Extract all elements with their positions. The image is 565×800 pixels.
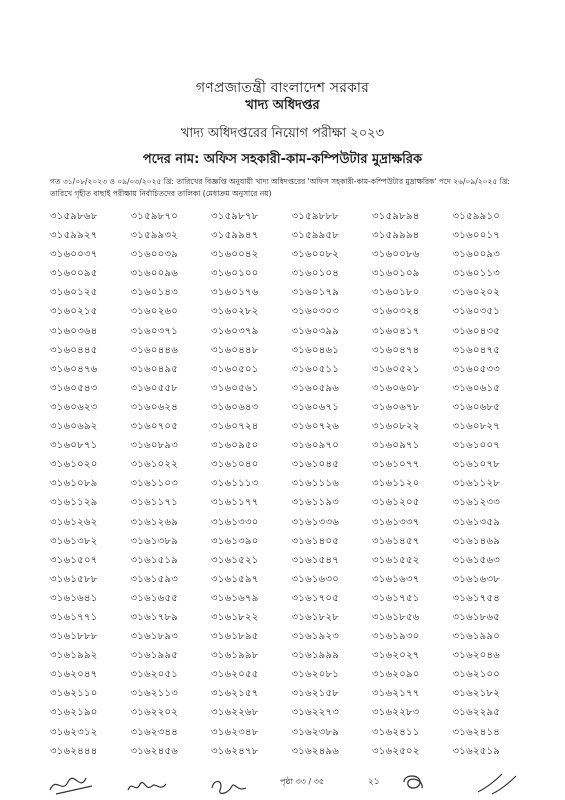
roll-number-cell: ৩১৬০০৩৯ [130,249,179,261]
roll-number-cell: ৩১৬১৬৭৯ [211,592,259,604]
roll-number-cell: ৩১৬০৭২৪ [211,421,259,433]
roll-number-cell: ৩১৬০৮২৭ [452,421,501,433]
roll-number-cell: ৩১৬০৩০৩ [291,306,340,318]
roll-number-cell: ৩১৬১৩৩৬ [291,516,340,528]
roll-number-cell: ৩১৬১১০৩ [130,478,179,490]
roll-number-cell: ৩১৬০৭২৬ [291,421,340,433]
roll-number-cell: ৩১৬০৬২৩ [50,401,98,413]
roll-number-cell: ৩১৬১০৭৮ [452,459,501,471]
roll-number-cell: ৩১৬১১২৮ [452,478,501,490]
roll-number-cell: ৩১৬১৫৪৭ [291,554,340,566]
roll-number-cell: ৩১৬২৪১১ [372,726,420,738]
post-title: পদের নাম: অফিস সহকারী-কাম-কম্পিউটার মুদ্রাক্ষরিক [142,152,423,167]
roll-number-cell: ৩১৬১৩৫৯ [452,516,501,528]
roll-number-cell: ৩১৬১৮৯৩ [130,631,179,643]
roll-number-cell: ৩১৬১০৪০ [211,459,259,471]
roll-number-cell: ৩১৫৯৮৮৮ [291,211,340,222]
roll-number-cell: ৩১৬২০৯০ [372,669,420,681]
signature-3 [206,774,252,798]
roll-number-cell: ৩১৬১৮২২ [211,611,259,623]
roll-number-cell: ৩১৬২১৫৮ [291,688,340,700]
signature-1 [46,772,98,798]
roll-number-cell: ৩১৬০৮৭১ [50,440,98,452]
roll-number-cell: ৩১৫৯৯১০ [452,211,501,222]
roll-number-cell: ৩১৬১১৭১ [130,497,179,509]
roll-number-cell: ৩১৬১০০৭ [452,440,501,452]
roll-number-cell: ৩১৬১১২৯ [50,497,98,509]
roll-number-cell: ৩১৬১৪০৫ [291,535,340,547]
roll-number-cell: ৩১৬০০৮২ [291,249,340,261]
exam-title: খাদ্য অধিদপ্তরের নিয়োগ পরীক্ষা ২০২৩ [180,126,385,141]
roll-number-cell: ৩১৬০১০৪ [291,268,340,280]
roll-number-cell: ৩১৬০৩৭৯ [211,325,259,337]
government-title: গণপ্রজাতন্ত্রী বাংলাদেশ সরকার [195,80,370,96]
roll-number-cell: ৩১৬০৬৯২ [50,421,98,433]
roll-number-cell: ৩১৬০৪৭৫ [452,344,501,356]
roll-number-cell: ৩১৬২২৬৮ [211,707,259,719]
roll-number-cell: ৩১৫৯৮৬৮ [50,211,98,222]
roll-number-cell: ৩১৬১৩৩০ [211,516,259,528]
roll-number-cell: ৩১৬০৩৬৪ [50,325,98,337]
roll-number-cell: ৩১৬০৫০১ [211,363,259,375]
roll-number-cell: ৩১৬১৯৯৯ [291,650,340,662]
roll-number-cell: ৩১৬২২৯৫ [452,707,501,719]
roll-number-cell: ৩১৬১৫০৭ [50,554,98,566]
roll-number-cell: ৩১৬০৯৭১ [372,440,420,452]
roll-number-cell: ৩১৬১৯৯২ [50,650,98,662]
roll-number-cell: ৩১৬২৫১৯ [452,745,501,757]
roll-number-cell: ৩১৬১০৮৯ [50,478,98,490]
roll-number-cell: ৩১৬২৩৪৮ [211,726,259,738]
roll-number-cell: ৩১৬১৩৩৭ [372,516,420,528]
roll-number-cell: ৩১৬২২৭৩ [291,707,340,719]
page-number: পৃষ্ঠা ৩৩ / ৩৫ [280,777,325,786]
roll-number-cell: ৩১৬০৫৯৬ [291,382,340,394]
roll-number-cell: ৩১৬০৪৪৫ [50,344,98,356]
roll-number-cell: ৩১৬১১২০ [372,478,420,490]
roll-number-cell: ৩১৬২৩১২ [50,726,98,738]
roll-number-cell: ৩১৬১৭৮৯ [130,611,179,623]
roll-number-cell: ৩১৬১৪৫৭ [372,535,420,547]
roll-number-cell: ৩১৬১৪৬৯ [452,535,501,547]
roll-number-cell: ৩১৬১৯৯৮ [211,650,259,662]
roll-number-cell: ৩১৬০৮৯৩ [130,440,179,452]
roll-number-cell: ৩১৬০৬১৫ [452,382,501,394]
roll-number-cell: ৩১৬১৩৮৯ [130,535,179,547]
roll-number-cell: ৩১৬১৮৫৬ [372,611,420,623]
roll-number-cell: ৩১৬০৪১৭ [372,325,420,337]
roll-number-cell: ৩১৬১৯৯৫ [130,650,179,662]
roll-number-cell: ৩১৫৯৮৭০ [130,211,179,222]
roll-number-cell: ৩১৬০৬৭১ [291,401,340,413]
roll-number-cell: ৩১৬০১৭৬ [211,287,259,299]
roll-number-cell: ৩১৬১৫৮৮ [50,573,98,585]
roll-number-cell: ৩১৬২০৫১ [130,669,179,681]
roll-number-cell: ৩১৬০২১৫ [50,306,98,318]
roll-number-cell: ৩১৬১৬৫৫ [130,592,179,604]
roll-number-cell: ৩১৬০৬০৮ [372,382,420,394]
roll-number-cell: ৩১৬০৫৬১ [211,382,259,394]
roll-number-cell: ৩১৫৯৯৪৭ [211,230,259,242]
roll-number-cell: ৩১৬২১৯০ [50,707,98,719]
roll-number-cell: ৩১৬১৭০৫ [291,592,340,604]
roll-number-cell: ৩১৬০১৮০ [372,287,420,299]
roll-number-cell: ৩১৬০৭০৫ [130,421,179,433]
roll-number-cell: ৩১৬১৬৩০ [291,573,340,585]
roll-number-cell: ৩১৬০৪৯৫ [130,363,179,375]
roll-number-cell: ৩১৬১৫১৯ [130,554,179,566]
roll-number-cell: ৩১৬০৫৪৩ [50,382,98,394]
roll-number-cell: ৩১৬১৫৫২ [372,554,420,566]
roll-number-cell: ৩১৬০১৭৯ [291,287,340,299]
roll-number-cell: ৩১৬১২০৫ [372,497,420,509]
roll-number-cell: ৩১৬১৮৯৫ [211,631,259,643]
roll-number-cell: ৩১৬১৭৫১ [372,592,420,604]
roll-number-cell: ৩১৬২৪৭৮ [211,745,259,757]
roll-number-cell: ৩১৬২৩৪৪ [130,726,179,738]
roll-number-cell: ৩১৬২৪৫৬ [130,745,179,757]
roll-number-cell: ৩১৬১১৭৭ [211,497,259,509]
roll-number-cell: ৩১৬০৯৫০ [211,440,259,452]
roll-number-cell: ৩১৬২৩৮৯ [291,726,340,738]
roll-number-cell: ৩১৬১৭৭১ [50,611,98,623]
roll-number-cell: ৩১৬০৪৭৪ [372,344,420,356]
roll-number-cell: ৩১৬১২৬২ [50,516,98,528]
roll-number-cell: ৩১৬০৬৭৮ [372,401,420,413]
roll-number-cell: ৩১৬০৩২৪ [372,306,420,318]
roll-number-cell: ৩১৫৯৯৩২ [130,230,179,242]
roll-number-cell: ৩১৬০০৯৩ [452,249,501,261]
signature-4 [398,770,428,794]
notice-text: গত ৩১/০৮/২০২৩ ও ০৯/০৩/২০২৫ খ্রি: তারিখের বিজ্ঞপ্তি অনুযায়ী খাদ্য অধিদপ্তরের 'অফিস সহকারী-কাম-কম্পিউটার মুদ্রাক্ষরিক' পদে ২৬/০৯/২০২৫ খ্রি: তারিখে গৃহীত বাছাই পরীক্ষায় নির্বাচিতদের তালিকা (মেধাক্রম অনুসারে নয়) [50,177,510,198]
roll-number-cell: ৩১৬২২০২ [130,707,179,719]
roll-number-cell: ৩১৬০৩৫১ [452,306,501,318]
roll-number-cell: ৩১৬০১০৯ [372,268,420,280]
roll-number-cell: ৩১৬০০৮৬ [372,249,420,261]
roll-number-cell: ৩১৬০৫১১ [291,363,340,375]
roll-number-cell: ৩১৬১৬৩৭ [372,573,420,585]
roll-number-cell: ৩১৬০০৪২ [211,249,259,261]
roll-number-cell: ৩১৬২০৮১ [291,669,340,681]
roll-number-cell: ৩১৫৯৯৯৪ [372,230,420,242]
roll-number-cell: ৩১৬১৬৪১ [50,592,98,604]
roll-number-cell: ৩১৬০৪৪৬ [130,344,179,356]
roll-number-cell: ৩১৬০০৩৭ [50,249,98,261]
roll-number-cell: ৩১৬০২৬০ [130,306,179,318]
roll-number-cell: ৩১৬১৯২৩ [291,631,340,643]
roll-number-cell: ৩১৬১৬৩৮ [452,573,501,585]
roll-number-cell: ৩১৬০৪৭৬ [50,363,98,375]
roll-number-cell: ৩১৬০৫২১ [372,363,420,375]
roll-number-cell: ৩১৬২০৫৫ [211,669,259,681]
roll-number-cell: ৩১৬০৯৭০ [291,440,340,452]
roll-number-cell: ৩১৬০৫৩৩ [452,363,501,375]
roll-number-cell: ৩১৬১০২০ [50,459,98,471]
roll-number-cell: ৩১৫৯৮৭৮ [211,211,259,222]
roll-number-cell: ৩১৬০২০২ [452,287,501,299]
roll-number-cell: ৩১৬০১০০ [211,268,259,280]
roll-number-cell: ৩১৬১৯৯০ [452,631,501,643]
roll-number-cell: ৩১৬১৫৯৩ [130,573,179,585]
signature-2 [124,774,170,798]
roll-number-cell: ৩১৬০৬৮৫ [452,401,501,413]
roll-number-cell: ৩১৬১৮৮৮ [50,631,98,643]
roll-number-cell: ৩১৬২২৮৩ [372,707,420,719]
roll-number-cell: ৩১৬০১২৫ [50,287,98,299]
roll-number-cell: ৩১৬১০২২ [130,459,179,471]
roll-number-cell: ৩১৬০৮২২ [372,421,420,433]
roll-number-cell: ৩১৬০০১৭ [452,230,501,242]
roll-number-cell: ৩১৬১০৪৫ [291,459,340,471]
roll-number-cell: ৩১৬২০৪৬ [452,650,501,662]
signature-5 [474,768,520,798]
roll-number-cell: ৩১৬২৪৯৬ [291,745,340,757]
roll-number-cell: ৩১৬০৬২৪ [130,401,179,413]
roll-number-cell: ৩১৬১০৭৭ [372,459,420,471]
roll-number-cell: ৩১৬১৫৬৩ [452,554,501,566]
roll-number-cell: ৩১৬১১১৬ [291,478,340,490]
roll-number-cell: ৩১৬০৪৪৮ [211,344,259,356]
roll-number-cell: ৩১৫৯৯২৭ [50,230,98,242]
roll-number-cell: ৩১৬১২৬৯ [130,516,179,528]
roll-number-cell: ৩১৬২১০০ [452,669,501,681]
roll-number-cell: ৩১৬২০২৭ [372,650,420,662]
roll-number-cell: ৩১৬১৩৮২ [50,535,98,547]
roll-number-cell: ৩১৫৯৯৫৮ [291,230,340,242]
roll-number-cell: ৩১৬০৬৪৩ [211,401,259,413]
roll-number-cell: ৩১৬০১৪৩ [130,287,179,299]
roll-number-cell: ৩১৬০৩৯৯ [291,325,340,337]
roll-number-cell: ৩১৬২১৫৭ [211,688,259,700]
roll-number-cell: ৩১৬০৪৩৫ [452,325,501,337]
roll-number-cell: ৩১৬১৮২৮ [291,611,340,623]
roll-number-cell: ৩১৬০২৮২ [211,306,259,318]
roll-number-cell: ৩১৬১৫২১ [211,554,259,566]
roll-number-cell: ৩১৬০০৯৬ [130,268,179,280]
roll-number-cell: ৩১৬১৩৯০ [211,535,259,547]
roll-number-cell: ৩১৬২০৪৭ [50,669,98,681]
footer-mark: ২১ [368,777,380,787]
roll-number-cell: ৩১৬১১১৩ [211,478,259,490]
roll-number-table [50,207,532,761]
roll-number-cell: ৩১৬০১১৩ [452,268,501,280]
roll-number-cell: ৩১৫৯৮৯৪ [372,211,420,222]
roll-number-cell: ৩১৬২১১০ [50,688,98,700]
roll-number-cell: ৩১৬০০৯৫ [50,268,98,280]
roll-number-cell: ৩১৬১২৩৩ [452,497,501,509]
roll-number-cell: ৩১৬১৯৩০ [372,631,420,643]
roll-number-cell: ৩১৬১৭৫৪ [452,592,501,604]
roll-number-cell: ৩১৬২৪৪৪ [50,745,98,757]
department-title: খাদ্য অধিদপ্তর [245,98,320,113]
roll-number-cell: ৩১৬২৫০২ [372,745,420,757]
roll-number-cell: ৩১৬২৪১৪ [452,726,501,738]
roll-number-cell: ৩১৬২১৭৭ [372,688,420,700]
roll-number-cell: ৩১৬২১৮২ [452,688,501,700]
roll-number-cell: ৩১৬২১১৩ [130,688,179,700]
roll-number-cell: ৩১৬০৩৭১ [130,325,179,337]
roll-number-cell: ৩১৬১১৯৩ [291,497,340,509]
roll-number-cell: ৩১৬১৫৯৭ [211,573,259,585]
roll-number-cell: ৩১৬১৮৬৫ [452,611,501,623]
roll-number-cell: ৩১৬০৪৬১ [291,344,340,356]
roll-number-cell: ৩১৬০৫৫৮ [130,382,179,394]
